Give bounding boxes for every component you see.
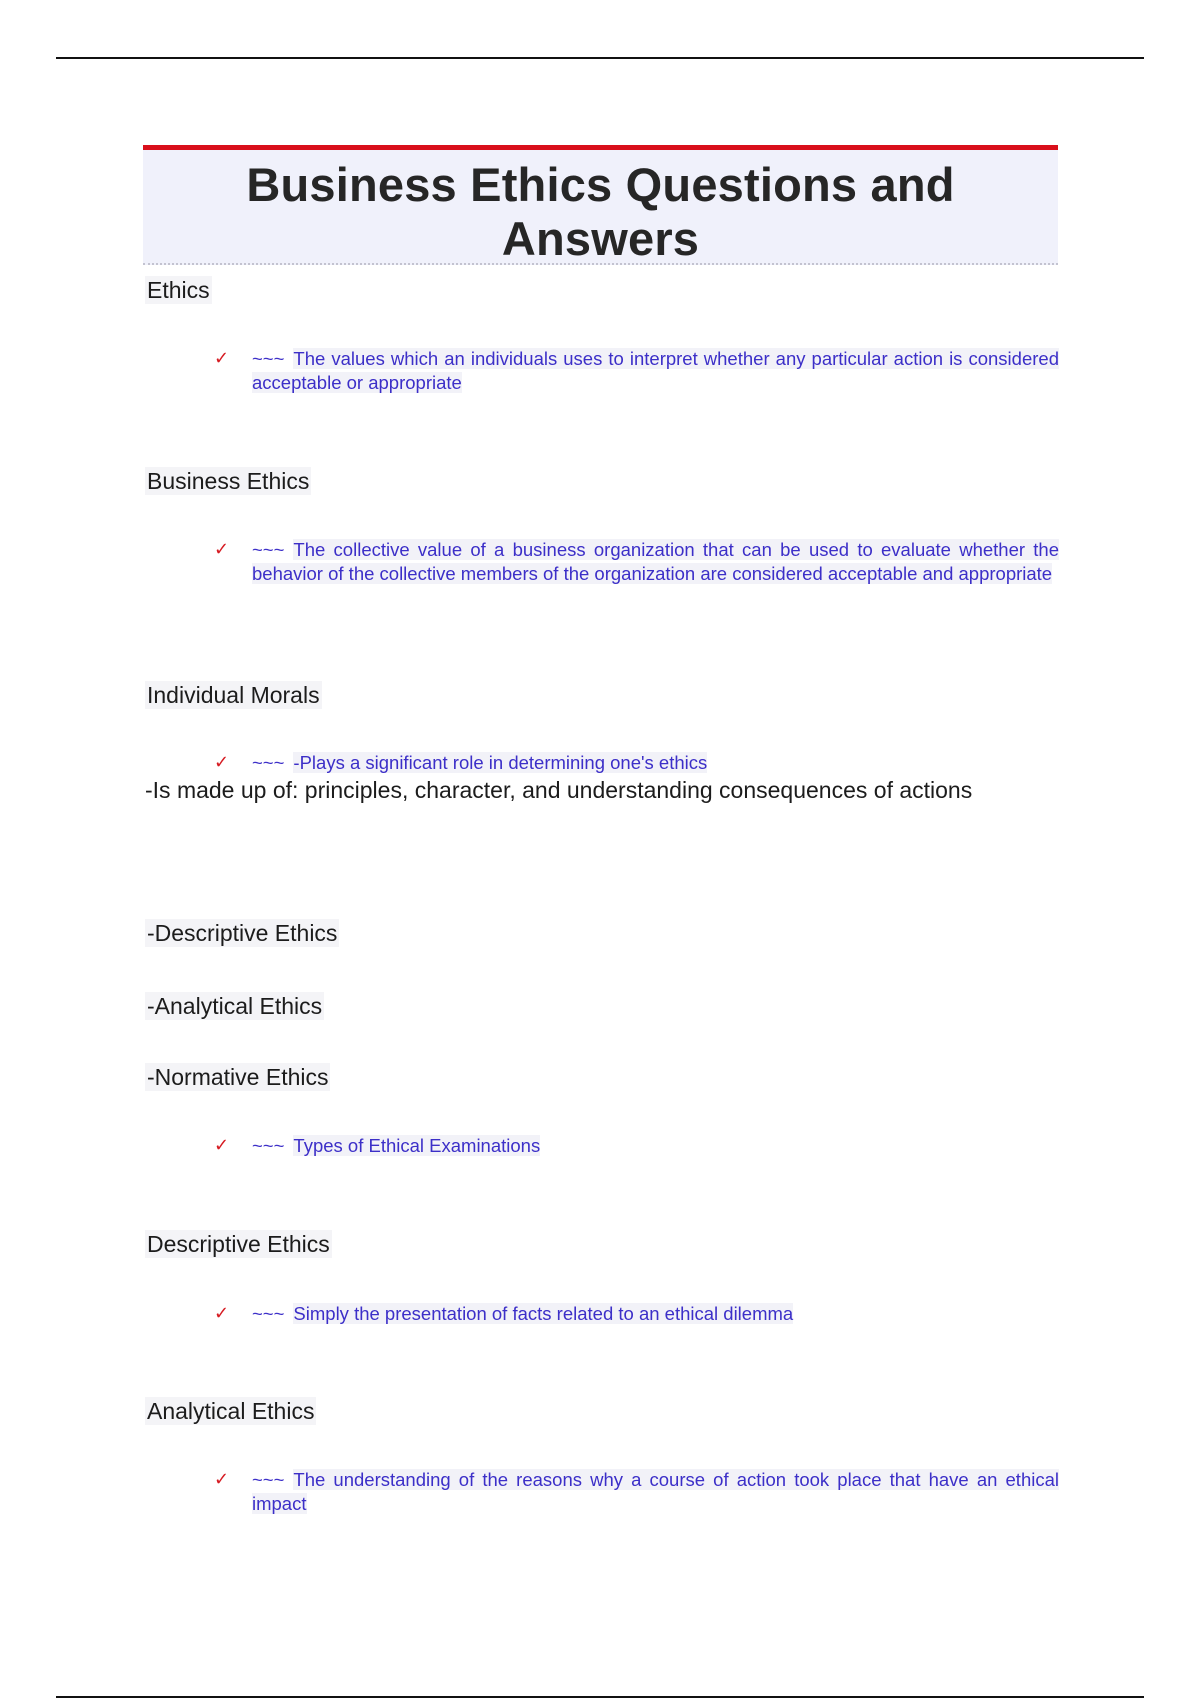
page-title (143, 150, 1058, 266)
term-analytical-ethics-list: -Analytical Ethics (147, 993, 323, 1019)
answer-prefix: ~~~ (252, 348, 285, 369)
answer-text: The understanding of the reasons why a course of action took place that have an ethical impact (252, 1469, 1059, 1514)
answer-descriptive-ethics (214, 1302, 1059, 1326)
page-top-rule (56, 57, 1144, 59)
answer-text: The values which an individuals uses to interpret whether any particular action is considered acceptable or appropriate (252, 348, 1059, 393)
answer-text: The collective value of a business organization that can be used to evaluate whether the behavior of the collective members of the organization are considered acceptable and appropriate (252, 539, 1059, 584)
term-descriptive-ethics-list: -Descriptive Ethics (147, 920, 338, 946)
answer-analytical-ethics (214, 1468, 1059, 1516)
answer-prefix: ~~~ (252, 1135, 285, 1156)
answer-prefix: ~~~ (252, 1469, 285, 1490)
answer-text: Types of Ethical Examinations (293, 1135, 541, 1156)
answer-business-ethics (214, 538, 1059, 586)
check-icon: ✓ (214, 752, 230, 773)
answer-types-of-ethical-examinations (214, 1134, 1059, 1158)
check-icon: ✓ (214, 1135, 230, 1156)
term-analytical-ethics: Analytical Ethics (147, 1398, 315, 1424)
title-block (143, 145, 1058, 265)
answer-prefix: ~~~ (252, 1303, 285, 1324)
page-bottom-rule (56, 1696, 1144, 1698)
title-line-1: Business Ethics Questions and (246, 158, 955, 211)
term-normative-ethics-list: -Normative Ethics (147, 1064, 329, 1090)
check-icon: ✓ (214, 348, 230, 369)
answer-prefix: ~~~ (252, 752, 285, 773)
answer-individual-morals (214, 751, 1059, 775)
check-icon: ✓ (214, 539, 230, 560)
check-icon: ✓ (214, 1303, 230, 1324)
answer-text: Simply the presentation of facts related to an ethical dilemma (293, 1303, 794, 1324)
term-individual-morals: Individual Morals (147, 682, 320, 708)
answer-prefix: ~~~ (252, 539, 285, 560)
check-icon: ✓ (214, 1469, 230, 1490)
title-line-2: Answers (501, 212, 700, 265)
term-business-ethics: Business Ethics (147, 468, 310, 494)
term-ethics: Ethics (147, 277, 210, 303)
term-descriptive-ethics: Descriptive Ethics (147, 1231, 330, 1257)
answer-ethics (214, 347, 1059, 395)
answer-continuation: -Is made up of: principles, character, and understanding consequences of actions (145, 777, 973, 803)
answer-text: -Plays a significant role in determining one's ethics (293, 752, 708, 773)
